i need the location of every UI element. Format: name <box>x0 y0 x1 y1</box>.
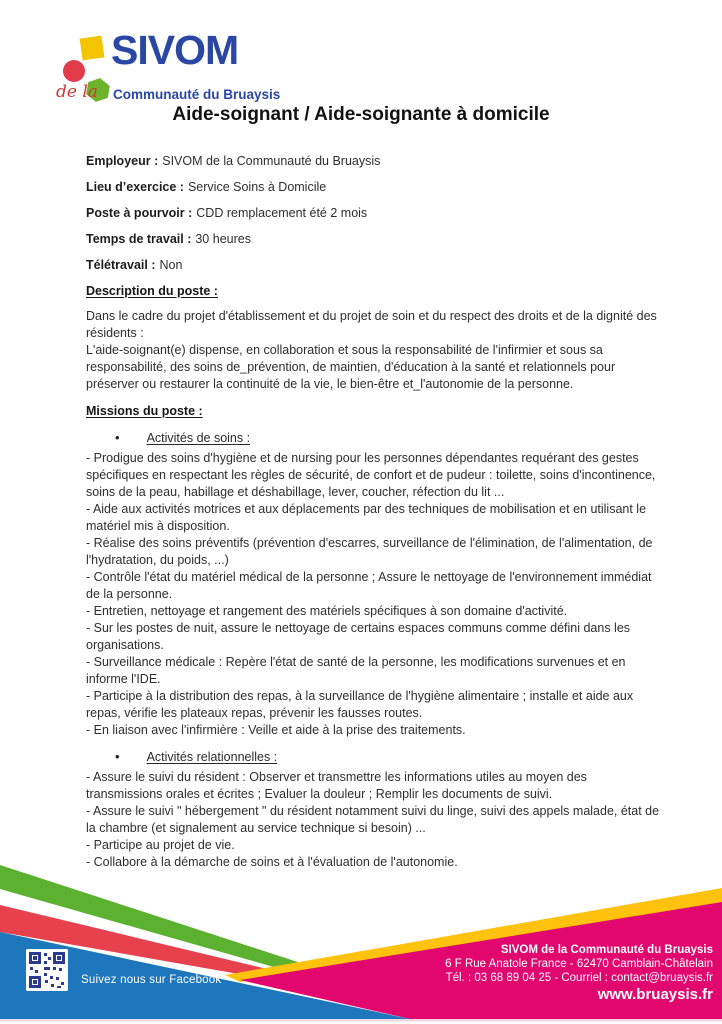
logo-yellow-square <box>80 36 105 61</box>
bullet-heading-label: Activités relationnelles : <box>146 750 278 764</box>
description-paragraph: L'aide-soignant(e) dispense, en collaboration et sous la responsabilité de l'infirmier et sous sa responsabilité, des soins de_prévention, de maintien, d'éducation à la santé et relationnels pour préserver ou restaurer la continuité de la vie, le bien-être et_l'autonomie de la personne. <box>86 343 616 391</box>
bullet-heading-relationnelles <box>115 748 660 766</box>
footer <box>0 854 722 1024</box>
description-paragraph: Dans le cadre du projet d'établissement et du projet de soin et du respect des droits et de la dignité des résidents : <box>86 309 657 340</box>
footer-website-link[interactable]: www.bruaysis.fr <box>597 986 713 1003</box>
detail-value: Non <box>159 258 183 272</box>
missions-heading: Missions du poste : <box>86 404 203 418</box>
soins-items <box>86 450 660 739</box>
detail-label: Poste à pourvoir : <box>86 206 193 220</box>
detail-value: SIVOM de la Communauté du Bruaysis <box>162 154 381 168</box>
mission-item: - Entretien, nettoyage et rangement des matériels spécifiques à son domaine d'activité. <box>86 604 568 618</box>
bullet-heading-label: Activités de soins : <box>146 431 251 445</box>
detail-value: Service Soins à Domicile <box>187 180 327 194</box>
logo-subtitle: Communauté du Bruaysis <box>113 87 281 102</box>
mission-item: - Contrôle l'état du matériel médical de la personne ; Assure le nettoyage de l'environnement immédiat de la personne. <box>86 570 652 601</box>
detail-label: Télétravail : <box>86 258 156 272</box>
bullet-icon: • <box>115 430 120 445</box>
mission-item: - Réalise des soins préventifs (prévention d'escarres, surveillance de l'élimination, de l'alimentation, de l'hydratation, du poids, ...) <box>86 536 653 567</box>
mission-item: - Sur les postes de nuit, assure le nettoyage de certains espaces communs comme défini dans les organisations. <box>86 621 631 652</box>
logo-script-text: de la <box>56 82 98 102</box>
footer-contact-block <box>445 944 713 1003</box>
mission-item: - Participe au projet de vie. <box>86 838 235 852</box>
detail-label: Employeur : <box>86 154 159 168</box>
footer-address: 6 F Rue Anatole France - 62470 Camblain-Châtelain <box>445 958 713 970</box>
bullet-heading-soins <box>115 429 660 447</box>
description-heading: Description du poste : <box>86 284 218 298</box>
mission-item: - En liaison avec l'infirmière : Veille et aide à la prise des traitements. <box>86 723 466 737</box>
detail-row-poste <box>86 205 660 222</box>
logo-red-circle <box>63 60 85 82</box>
mission-item: - Assure le suivi " hébergement " du résident notamment suivi du linge, suivi des appels malade, état de la chambre (et signalement au service technique si besoin) ... <box>86 804 660 835</box>
detail-label: Temps de travail : <box>86 232 192 246</box>
footer-phone-email: Tél. : 03 68 89 04 25 - Courriel : contact@bruaysis.fr <box>445 972 713 984</box>
footer-bottom-strip <box>0 1019 722 1022</box>
description-paragraphs <box>86 308 660 393</box>
job-description-body <box>86 153 660 871</box>
detail-row-employeur <box>86 153 660 170</box>
detail-row-teletravail <box>86 257 660 274</box>
detail-row-lieu <box>86 179 660 196</box>
mission-item: - Surveillance médicale : Repère l'état de santé de la personne, les modifications survenues et en informe l'IDE. <box>86 655 626 686</box>
mission-item: - Participe à la distribution des repas, à la surveillance de l'hygiène alimentaire ; installe et aide aux repas, vérifie les plateaux repas, prévenir les fausses routes. <box>86 689 634 720</box>
facebook-label[interactable]: Suivez nous sur Facebook <box>81 974 222 986</box>
mission-item: - Assure le suivi du résident : Observer et transmettre les informations utiles au moyen des transmissions orales et écrites ; Evaluer la douleur ; Remplir les documents de suivi. <box>86 770 587 801</box>
relationnelles-items <box>86 769 660 871</box>
qr-code-icon[interactable] <box>26 949 68 991</box>
bullet-icon: • <box>115 749 120 764</box>
mission-item: - Prodigue des soins d'hygiène et de nursing pour les personnes dépendantes requérant des gestes spécifiques en respectant les règles de sécurité, de confort et de pudeur : toilette, soins d'incontinence, soins de la peau, habillage et déshabillage, lever, coucher, réfection du lit ... <box>86 451 656 499</box>
sivom-logo <box>55 28 355 108</box>
logo-brand-text: SIVOM <box>111 27 239 73</box>
mission-item: - Collabore à la démarche de soins et à l'évaluation de l'autonomie. <box>86 855 458 869</box>
detail-value: CDD remplacement été 2 mois <box>196 206 368 220</box>
facebook-follow[interactable] <box>26 949 221 991</box>
detail-label: Lieu d’exercice : <box>86 180 184 194</box>
mission-item: - Aide aux activités motrices et aux déplacements par des techniques de mobilisation et en utilisant le matériel mis à disposition. <box>86 502 647 533</box>
footer-org-name: SIVOM de la Communauté du Bruaysis <box>500 944 713 956</box>
detail-row-temps <box>86 231 660 248</box>
page-title: Aide-soignant / Aide-soignante à domicile <box>172 104 550 125</box>
detail-value: 30 heures <box>195 232 251 246</box>
